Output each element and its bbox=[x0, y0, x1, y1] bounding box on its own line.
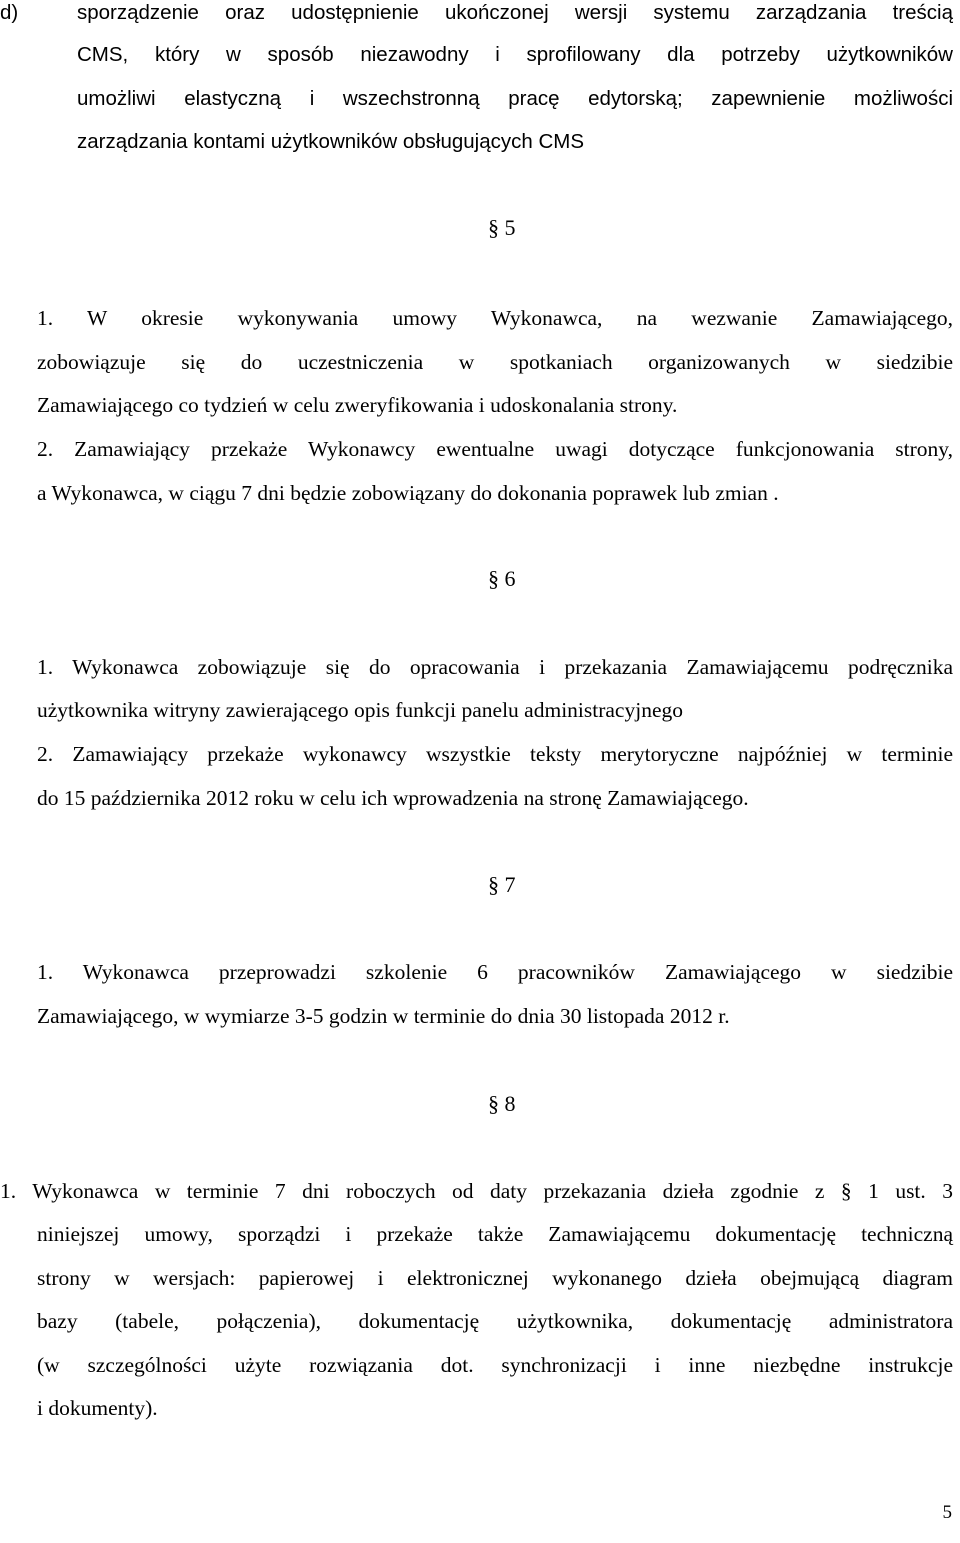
section-5-line-5: a Wykonawca, w ciągu 7 dni będzie zobowiązany do dokonania poprawek lub zmian . bbox=[37, 481, 779, 505]
section-6-line-1: 1. Wykonawca zobowiązuje się do opracowania i przekazania Zamawiającemu podręcznika bbox=[37, 655, 953, 679]
paragraph-d-line-3: umożliwi elastyczną i wszechstronną pracę edytorską; zapewnienie możliwości bbox=[77, 87, 953, 110]
section-5-line-4: 2. Zamawiający przekaże Wykonawcy ewentualne uwagi dotyczące funkcjonowania strony, bbox=[37, 437, 953, 461]
list-marker-d: d) bbox=[0, 1, 19, 24]
section-6-line-4: do 15 października 2012 roku w celu ich wprowadzenia na stronę Zamawiającego. bbox=[37, 786, 749, 810]
section-5-line-3: Zamawiającego co tydzień w celu zweryfikowania i udoskonalania strony. bbox=[37, 393, 678, 417]
section-5-line-1: 1. W okresie wykonywania umowy Wykonawca, na wezwanie Zamawiającego, bbox=[37, 306, 953, 330]
section-5-heading: § 5 bbox=[488, 215, 516, 240]
section-8-line-2: niniejszej umowy, sporządzi i przekaże także Zamawiającemu dokumentację techniczną bbox=[37, 1222, 953, 1246]
paragraph-d-line-4: zarządzania kontami użytkowników obsługujących CMS bbox=[77, 130, 585, 153]
page-number: 5 bbox=[942, 1502, 952, 1523]
section-5-line-2: zobowiązuje się do uczestniczenia w spotkaniach organizowanych w siedzibie bbox=[37, 350, 953, 374]
section-7-line-2: Zamawiającego, w wymiarze 3-5 godzin w terminie do dnia 30 listopada 2012 r. bbox=[37, 1004, 730, 1028]
section-6-heading: § 6 bbox=[488, 566, 516, 591]
section-7-line-1: 1. Wykonawca przeprowadzi szkolenie 6 pracowników Zamawiającego w siedzibie bbox=[37, 960, 953, 984]
section-7-heading: § 7 bbox=[488, 872, 516, 897]
section-6-line-3: 2. Zamawiający przekaże wykonawcy wszystkie teksty merytoryczne najpóźniej w terminie bbox=[37, 742, 953, 766]
section-8-line-6: i dokumenty). bbox=[37, 1396, 158, 1420]
section-6-line-2: użytkownika witryny zawierającego opis funkcji panelu administracyjnego bbox=[37, 698, 683, 722]
section-8-heading: § 8 bbox=[488, 1091, 516, 1116]
section-8-line-3: strony w wersjach: papierowej i elektronicznej wykonanego dzieła obejmującą diagram bbox=[37, 1266, 953, 1290]
section-8-line-4: bazy (tabele, połączenia), dokumentację użytkownika, dokumentację administratora bbox=[37, 1309, 953, 1333]
section-8-line-5: (w szczególności użyte rozwiązania dot. synchronizacji i inne niezbędne instrukcje bbox=[37, 1353, 953, 1377]
paragraph-d-line-2: CMS, który w sposób niezawodny i sprofilowany dla potrzeby użytkowników bbox=[77, 43, 953, 66]
section-8-line-1: 1. Wykonawca w terminie 7 dni roboczych od daty przekazania dzieła zgodnie z § 1 ust. 3 bbox=[0, 1179, 953, 1203]
paragraph-d-line-1: sporządzenie oraz udostępnienie ukończonej wersji systemu zarządzania treścią bbox=[77, 1, 953, 24]
